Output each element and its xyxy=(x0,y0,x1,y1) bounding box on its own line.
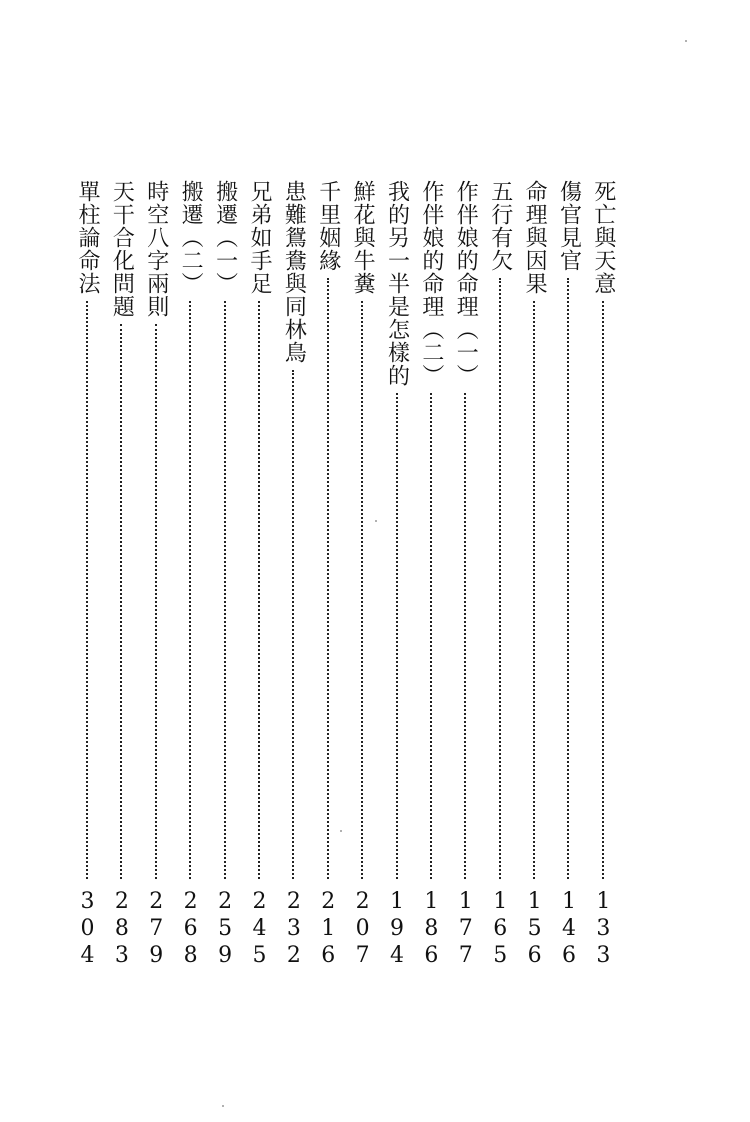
toc-entry-page-number: 259 xyxy=(212,889,238,970)
toc-entry xyxy=(551,180,585,970)
toc-dot-leader xyxy=(567,278,569,879)
toc-entry-page-number: 177 xyxy=(453,889,479,970)
toc-entry-page-number: 216 xyxy=(315,889,341,970)
toc-entry xyxy=(139,180,173,970)
toc-entry xyxy=(208,180,242,970)
toc-entry xyxy=(104,180,138,970)
toc-entry-title: 兄弟如手足 xyxy=(246,180,272,295)
toc-entry-title: 患難鴛鴦與同林鳥 xyxy=(281,180,307,364)
toc-entry-title: 死亡與天意 xyxy=(590,180,616,295)
toc-entry-page-number: 245 xyxy=(246,889,272,970)
toc-entry-title: 單柱論命法 xyxy=(75,180,100,295)
toc-entry xyxy=(414,180,448,970)
toc-dot-leader xyxy=(120,324,122,879)
toc-entry xyxy=(448,180,482,970)
toc-entry-page-number: 133 xyxy=(590,889,616,970)
toc-entry xyxy=(242,180,276,970)
toc-entry-title: 命理與因果 xyxy=(522,180,548,295)
toc-entry-page-number: 207 xyxy=(350,889,376,970)
toc-entry-page-number: 194 xyxy=(384,889,410,970)
toc-entry-title: 千里姻緣 xyxy=(315,180,341,272)
toc-entry-page-number: 146 xyxy=(556,889,582,970)
toc-dot-leader xyxy=(361,301,363,879)
toc-dot-leader xyxy=(224,301,226,879)
toc-dot-leader xyxy=(396,393,398,879)
toc-dot-leader xyxy=(327,278,329,879)
toc-entry-page-number: 232 xyxy=(281,889,307,970)
toc-entry xyxy=(483,180,517,970)
toc-entry xyxy=(380,180,414,970)
toc-entry xyxy=(276,180,310,970)
toc-entry-title: 作伴娘的命理（二） xyxy=(418,180,444,387)
toc-entry-title: 我的另一半是怎樣的 xyxy=(384,180,410,387)
toc-entry xyxy=(517,180,551,970)
toc-entry-page-number: 283 xyxy=(109,889,135,970)
toc-entry-title: 搬遷（二） xyxy=(178,180,204,295)
table-of-contents xyxy=(70,180,620,970)
toc-entry-page-number: 186 xyxy=(418,889,444,970)
toc-entry-title: 五行有欠 xyxy=(487,180,513,272)
toc-entry xyxy=(173,180,207,970)
toc-entry-title: 搬遷（一） xyxy=(212,180,238,295)
toc-entry-page-number: 268 xyxy=(178,889,204,970)
scan-speck xyxy=(685,40,687,42)
toc-dot-leader xyxy=(258,301,260,879)
toc-entry-title: 作伴娘的命理（一） xyxy=(453,180,479,387)
scan-speck xyxy=(222,1105,224,1107)
toc-dot-leader xyxy=(533,301,535,879)
toc-dot-leader xyxy=(464,393,466,879)
toc-dot-leader xyxy=(189,301,191,879)
toc-dot-leader xyxy=(499,278,501,879)
toc-entry-page-number: 279 xyxy=(143,889,169,970)
toc-entry-title: 傷官見官 xyxy=(556,180,582,272)
toc-entry-page-number: 165 xyxy=(487,889,513,970)
toc-dot-leader xyxy=(86,301,88,879)
toc-dot-leader xyxy=(292,370,294,879)
toc-dot-leader xyxy=(155,324,157,879)
toc-entry-title: 天干合化問題 xyxy=(109,180,135,318)
toc-entry xyxy=(70,180,104,970)
toc-entry-page-number: 156 xyxy=(522,889,548,970)
toc-entry-title: 時空八字兩則 xyxy=(143,180,169,318)
toc-dot-leader xyxy=(430,393,432,879)
toc-entry xyxy=(345,180,379,970)
toc-dot-leader xyxy=(602,301,604,879)
toc-entry xyxy=(311,180,345,970)
toc-entry-page-number: 304 xyxy=(75,889,100,970)
toc-entry xyxy=(586,180,620,970)
toc-entry-title: 鮮花與牛糞 xyxy=(350,180,376,295)
